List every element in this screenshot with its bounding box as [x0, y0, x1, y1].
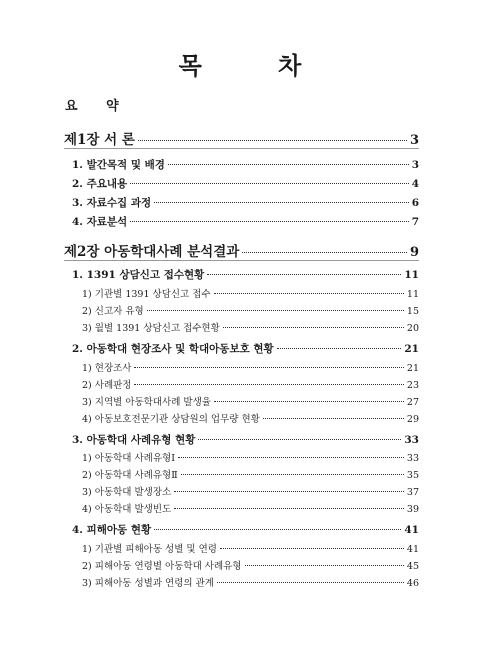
dot-leader [134, 384, 403, 385]
toc-label: 1) 현장조사 [82, 363, 132, 374]
toc-subentry[interactable] [82, 303, 419, 317]
toc-label: 3. 아동학대 사례유형 현황 [72, 434, 196, 446]
toc-section[interactable] [72, 522, 419, 537]
page-title: 목 차 [178, 51, 336, 80]
dot-leader [130, 183, 408, 184]
toc-label: 1) 아동학대 사례유형Ⅰ [82, 453, 175, 464]
toc-subentry[interactable] [82, 360, 419, 374]
dot-leader [263, 418, 404, 419]
dot-leader [242, 252, 407, 253]
toc-label: 4) 아동보호전문기관 상담원의 업무량 현황 [82, 414, 260, 425]
toc-label: 1. 발간목적 및 배경 [72, 159, 165, 171]
toc-page-number: 33 [404, 434, 419, 446]
toc-page-number: 27 [406, 397, 419, 408]
toc-label: 2) 아동학대 사례유형Ⅱ [82, 470, 178, 481]
toc-label: 4) 아동학대 발생빈도 [82, 504, 172, 515]
toc-label: 1. 1391 상담신고 접수현황 [72, 269, 205, 281]
toc-page-number: 6 [411, 197, 419, 209]
toc-label: 1) 기관별 피해아동 성별 및 연령 [82, 544, 217, 555]
dot-leader [154, 202, 409, 203]
toc-subentry[interactable] [82, 501, 419, 515]
dot-leader [245, 565, 404, 566]
toc-page-number: 41 [404, 524, 419, 536]
toc-section[interactable] [72, 341, 419, 356]
toc-page-number: 33 [406, 453, 419, 464]
toc-page-number: 4 [411, 178, 419, 190]
toc-label: 2. 주요내용 [72, 178, 128, 190]
toc-page-number: 7 [411, 216, 419, 228]
toc-label: 제1장 서 론 [64, 132, 135, 148]
toc-subentry[interactable] [82, 286, 419, 300]
toc-label: 3) 피해아동 성별과 연령의 관계 [82, 578, 214, 589]
toc-page-number: 9 [409, 245, 419, 260]
toc-label: 2) 사례판정 [82, 380, 132, 391]
dot-leader [198, 439, 401, 440]
dot-leader [214, 401, 404, 402]
dot-leader [217, 582, 404, 583]
dot-leader [134, 367, 403, 368]
dot-leader [130, 221, 408, 222]
toc-label: 4. 자료분석 [72, 216, 128, 228]
dot-leader [220, 548, 404, 549]
toc-subentry[interactable] [82, 484, 419, 498]
toc-page-number: 20 [406, 323, 419, 334]
toc-page-number: 35 [406, 470, 419, 481]
toc-subentry[interactable] [82, 467, 419, 481]
dot-leader [214, 293, 404, 294]
toc-label: 3) 지역별 아동학대사례 발생율 [82, 397, 211, 408]
toc-page-number: 37 [406, 487, 419, 498]
dot-leader [181, 474, 404, 475]
toc-page-number: 29 [406, 414, 419, 425]
toc-label: 2. 아동학대 현장조사 및 학대아동보호 현황 [72, 343, 274, 355]
chapter-divider [64, 260, 419, 261]
toc-page-number: 11 [404, 269, 419, 281]
toc-page-number: 39 [406, 504, 419, 515]
toc-label: 4. 피해아동 현황 [72, 524, 152, 536]
toc-section[interactable] [72, 267, 419, 282]
toc-page-number: 46 [406, 578, 419, 589]
dot-leader [174, 508, 404, 509]
dot-leader [168, 164, 409, 165]
toc-label: 제2장 아동학대사례 분석결과 [64, 244, 240, 260]
dot-leader [178, 457, 404, 458]
toc-label: 2) 피해아동 연령별 아동학대 사례유형 [82, 561, 242, 572]
toc-subentry[interactable] [82, 558, 419, 572]
toc-label: 1) 기관별 1391 상담신고 접수 [82, 289, 211, 300]
toc-subentry[interactable] [82, 394, 419, 408]
chapter-divider [64, 148, 419, 149]
dot-leader [147, 310, 404, 311]
toc-entry[interactable] [72, 214, 419, 229]
toc-page-number: 21 [404, 343, 419, 355]
toc-page-number: 41 [406, 544, 419, 555]
toc-page-number: 3 [409, 133, 419, 148]
toc-page-number: 23 [406, 380, 419, 391]
toc-chapter-1[interactable] [64, 128, 419, 148]
toc-entry[interactable] [72, 157, 419, 172]
toc-page-number: 45 [406, 561, 419, 572]
toc-entry[interactable] [72, 195, 419, 210]
toc-page-number: 3 [411, 159, 419, 171]
toc-subentry[interactable] [82, 377, 419, 391]
toc-label: 3. 자료수집 과정 [72, 197, 152, 209]
toc-entry[interactable] [72, 176, 419, 191]
toc-page-number: 21 [406, 363, 419, 374]
toc-subentry[interactable] [82, 320, 419, 334]
toc-subentry[interactable] [82, 541, 419, 555]
dot-leader [277, 348, 402, 349]
toc-subentry[interactable] [82, 450, 419, 464]
toc-label: 2) 신고자 유형 [82, 306, 144, 317]
dot-leader [138, 140, 407, 141]
toc-page-number: 15 [406, 306, 419, 317]
toc-label: 3) 아동학대 발생장소 [82, 487, 172, 498]
toc-chapter-2[interactable] [64, 240, 419, 260]
dot-leader [154, 529, 401, 530]
toc-label: 3) 월별 1391 상담신고 접수현황 [82, 323, 220, 334]
dot-leader [207, 274, 401, 275]
dot-leader [223, 327, 404, 328]
toc-subentry[interactable] [82, 575, 419, 589]
toc-page-number: 11 [406, 289, 419, 300]
summary-heading: 요 약 [65, 99, 131, 114]
dot-leader [174, 491, 404, 492]
toc-subentry[interactable] [82, 411, 419, 425]
toc-section[interactable] [72, 432, 419, 447]
